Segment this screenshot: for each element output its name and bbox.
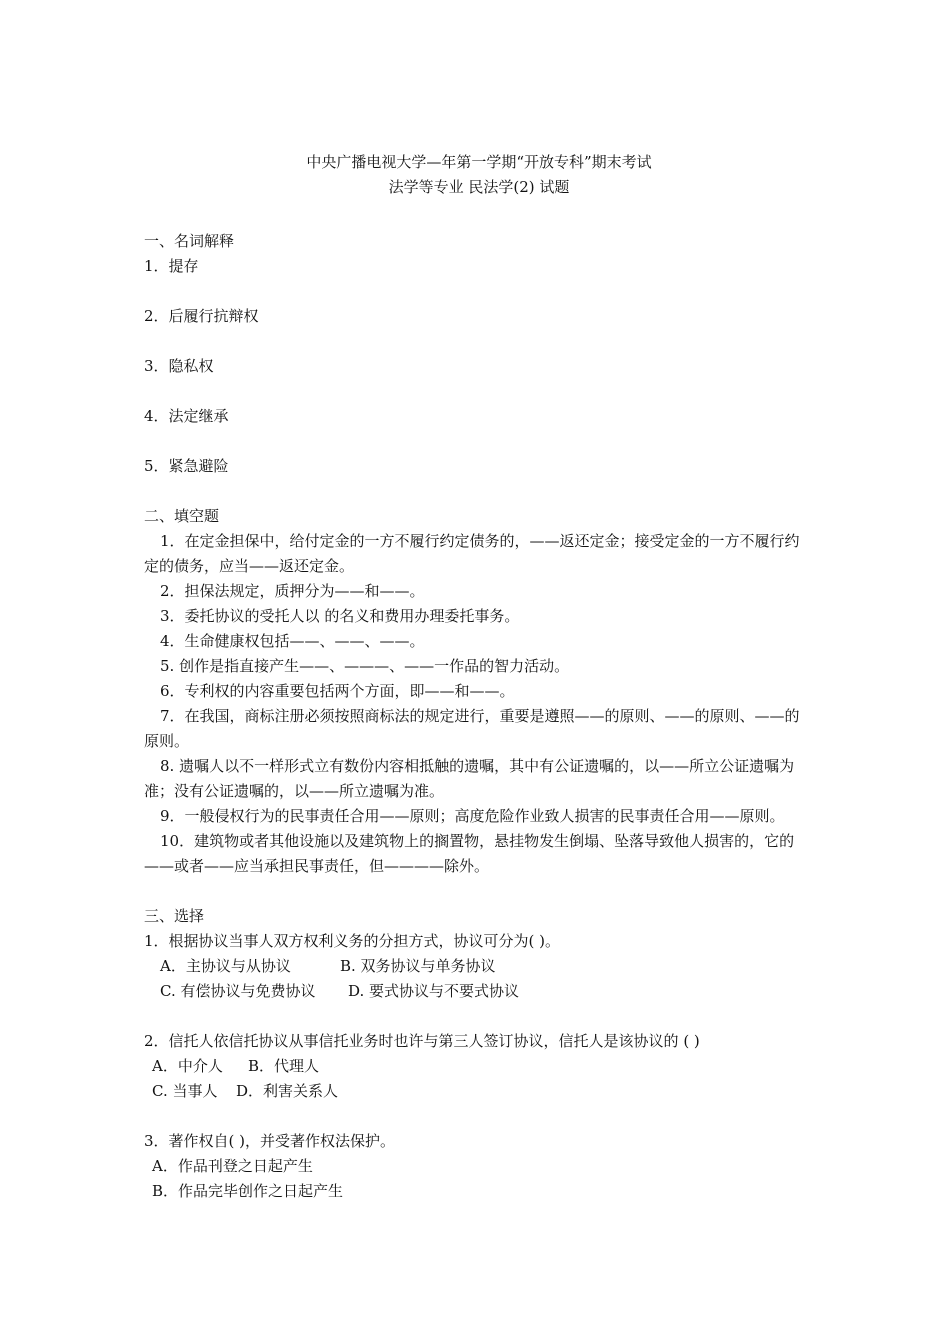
fill-blank-item: 9．一般侵权行为的民事责任合用——原则；高度危险作业致人损害的民事责任合用——原则。 [160, 807, 785, 825]
choice-options-row [144, 1079, 814, 1104]
choice-option-c: C. 当事人 [152, 1082, 218, 1100]
choice-question-stem: 1．根据协议当事人双方权利义务的分担方式，协议可分为( )。 [144, 932, 561, 950]
choice-option-d: D. 要式协议与不要式协议 [348, 982, 520, 1000]
exam-subtitle: 法学等专业 民法学(2) 试题 [388, 178, 570, 196]
choice-option-b: B．代理人 [248, 1057, 320, 1075]
section-heading-fill-blank: 二、填空题 [144, 507, 220, 525]
spacer [144, 200, 814, 229]
choice-options-row [144, 954, 814, 979]
definition-item: 5．紧急避险 [144, 457, 229, 475]
definition-item: 4．法定继承 [144, 407, 229, 425]
fill-blank-item: 2．担保法规定，质押分为——和——。 [160, 582, 425, 600]
fill-blank-item: 1．在定金担保中，给付定金的一方不履行约定债务的，——返还定金；接受定金的一方不履行约定的债务，应当——返还定金。 [144, 532, 800, 575]
fill-blank-item: 4．生命健康权包括——、——、——。 [160, 632, 425, 650]
choice-options-row [144, 979, 814, 1004]
choice-option-c: C. 有偿协议与免费协议 [160, 982, 316, 1000]
choice-options-row [144, 1054, 814, 1079]
exam-document [144, 150, 814, 1204]
fill-blank-item: 7．在我国，商标注册必须按照商标法的规定进行，重要是遵照——的原则、——的原则、——的原则。 [144, 707, 800, 750]
fill-blank-item: 6．专利权的内容重要包括两个方面，即——和——。 [160, 682, 515, 700]
choice-option-d: D．利害关系人 [236, 1082, 339, 1100]
definition-item: 2．后履行抗辩权 [144, 307, 259, 325]
definition-item: 1．提存 [144, 257, 199, 275]
choice-question-stem: 2．信托人依信托协议从事信托业务时也许与第三人签订协议，信托人是该协议的 ( ) [144, 1032, 700, 1050]
section-heading-definitions: 一、名词解释 [144, 232, 235, 250]
choice-option-a: A．作品刊登之日起产生 [152, 1157, 313, 1175]
fill-blank-item: 10．建筑物或者其他设施以及建筑物上的搁置物，悬挂物发生倒塌、坠落导致他人损害的，它的——或者——应当承担民事责任，但————除外。 [144, 832, 795, 875]
fill-blank-item: 5. 创作是指直接产生——、———、——一作品的智力活动。 [160, 657, 570, 675]
choice-option-b: B. 双务协议与单务协议 [340, 957, 496, 975]
choice-question-stem: 3．著作权自( )，并受著作权法保护。 [144, 1132, 396, 1150]
choice-option-a: A．中介人 [152, 1057, 223, 1075]
fill-blank-item: 8. 遗嘱人以不一样形式立有数份内容相抵触的遗嘱，其中有公证遗嘱的，以——所立公证遗嘱为准；没有公证遗嘱的，以——所立遗嘱为准。 [144, 757, 795, 800]
choice-option-a: A．主协议与从协议 [160, 957, 291, 975]
choice-option-b: B．作品完毕创作之日起产生 [152, 1182, 344, 1200]
exam-title: 中央广播电视大学—年第一学期“开放专科”期末考试 [306, 153, 652, 171]
definition-item: 3．隐私权 [144, 357, 214, 375]
section-heading-choice: 三、选择 [144, 907, 205, 925]
fill-blank-item: 3．委托协议的受托人以 的名义和费用办理委托事务。 [160, 607, 520, 625]
